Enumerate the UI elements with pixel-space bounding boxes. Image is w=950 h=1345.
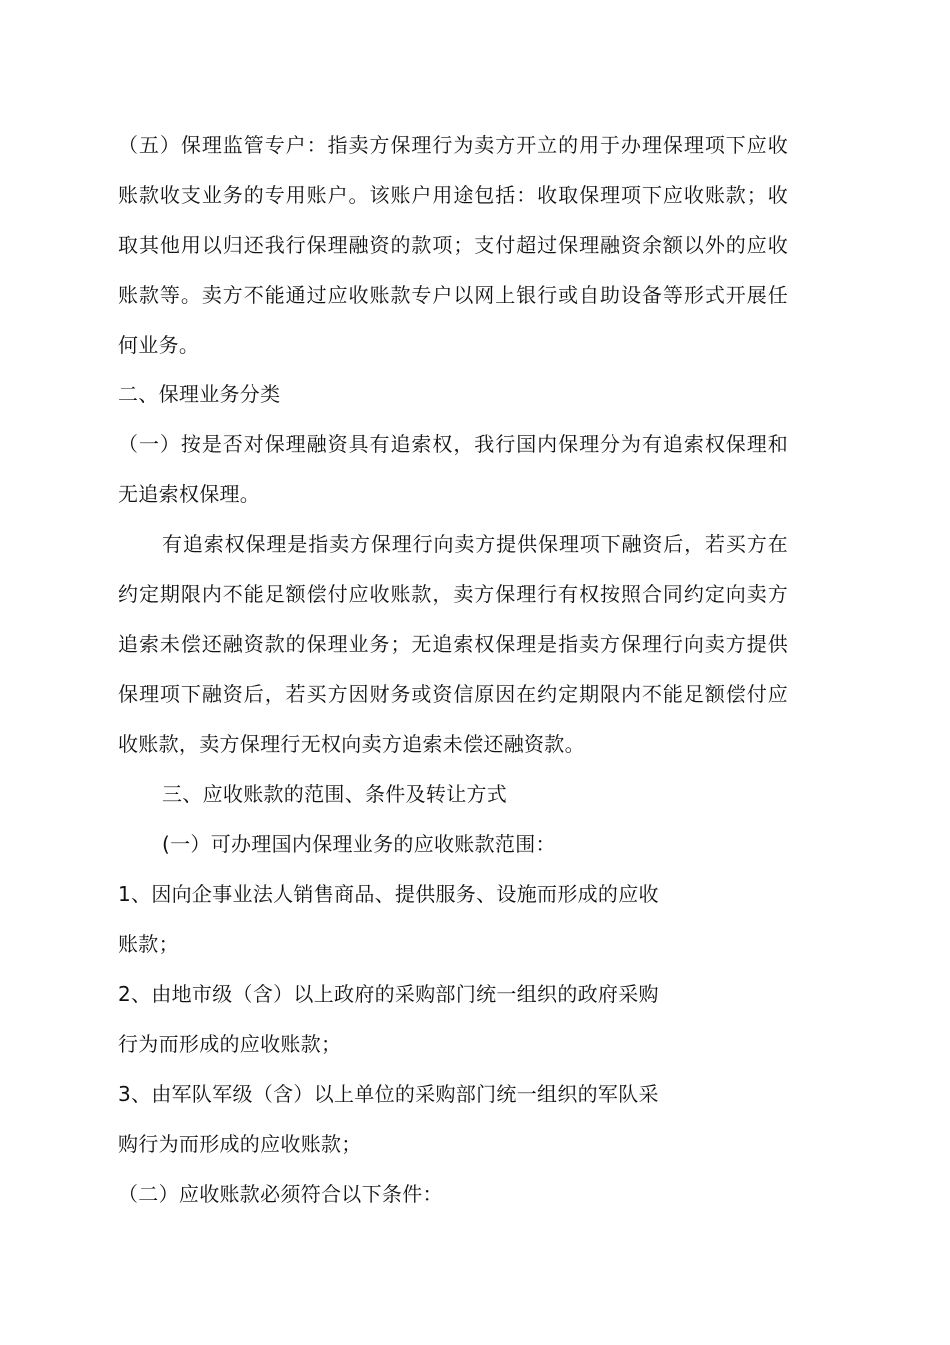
subsection-heading: （二）应收账款必须符合以下条件： <box>118 1182 443 1206</box>
list-item-line: 3、由军队军级（含）以上单位的采购部门统一组织的军队采 <box>118 1082 659 1106</box>
paragraph-line: （一）按是否对保理融资具有追索权，我行国内保理分为有追索权保理和 <box>118 432 788 456</box>
paragraph-line: 保理项下融资后，若买方因财务或资信原因在约定期限内不能足额偿付应 <box>118 682 788 706</box>
section-heading: 二、保理业务分类 <box>118 382 281 406</box>
paragraph-line: 账款收支业务的专用账户。该账户用途包括：收取保理项下应收账款；收 <box>118 183 788 207</box>
paragraph-line: 约定期限内不能足额偿付应收账款，卖方保理行有权按照合同约定向卖方 <box>118 582 788 606</box>
paragraph-line: 账款等。卖方不能通过应收账款专户以网上银行或自助设备等形式开展任 <box>118 283 788 307</box>
paragraph-line: 有追索权保理是指卖方保理行向卖方提供保理项下融资后，若买方在 <box>162 532 788 556</box>
paragraph-line: 追索未偿还融资款的保理业务；无追索权保理是指卖方保理行向卖方提供 <box>118 632 788 656</box>
list-item-line: 购行为而形成的应收账款； <box>118 1132 362 1156</box>
list-item-line: 账款； <box>118 932 179 956</box>
list-item-line: 2、由地市级（含）以上政府的采购部门统一组织的政府采购 <box>118 982 659 1006</box>
subsection-heading: (一）可办理国内保理业务的应收账款范围： <box>162 832 556 856</box>
list-item-line: 行为而形成的应收账款； <box>118 1032 342 1056</box>
section-heading: 三、应收账款的范围、条件及转让方式 <box>162 782 508 806</box>
paragraph-line: 取其他用以归还我行保理融资的款项；支付超过保理融资余额以外的应收 <box>118 233 788 257</box>
paragraph-line: 收账款，卖方保理行无权向卖方追索未偿还融资款。 <box>118 732 585 756</box>
paragraph-line: （五）保理监管专户：指卖方保理行为卖方开立的用于办理保理项下应收 <box>118 133 788 157</box>
paragraph-line: 无追索权保理。 <box>118 482 261 506</box>
list-item-line: 1、因向企事业法人销售商品、提供服务、设施而形成的应收 <box>118 882 659 906</box>
paragraph-line: 何业务。 <box>118 333 200 357</box>
